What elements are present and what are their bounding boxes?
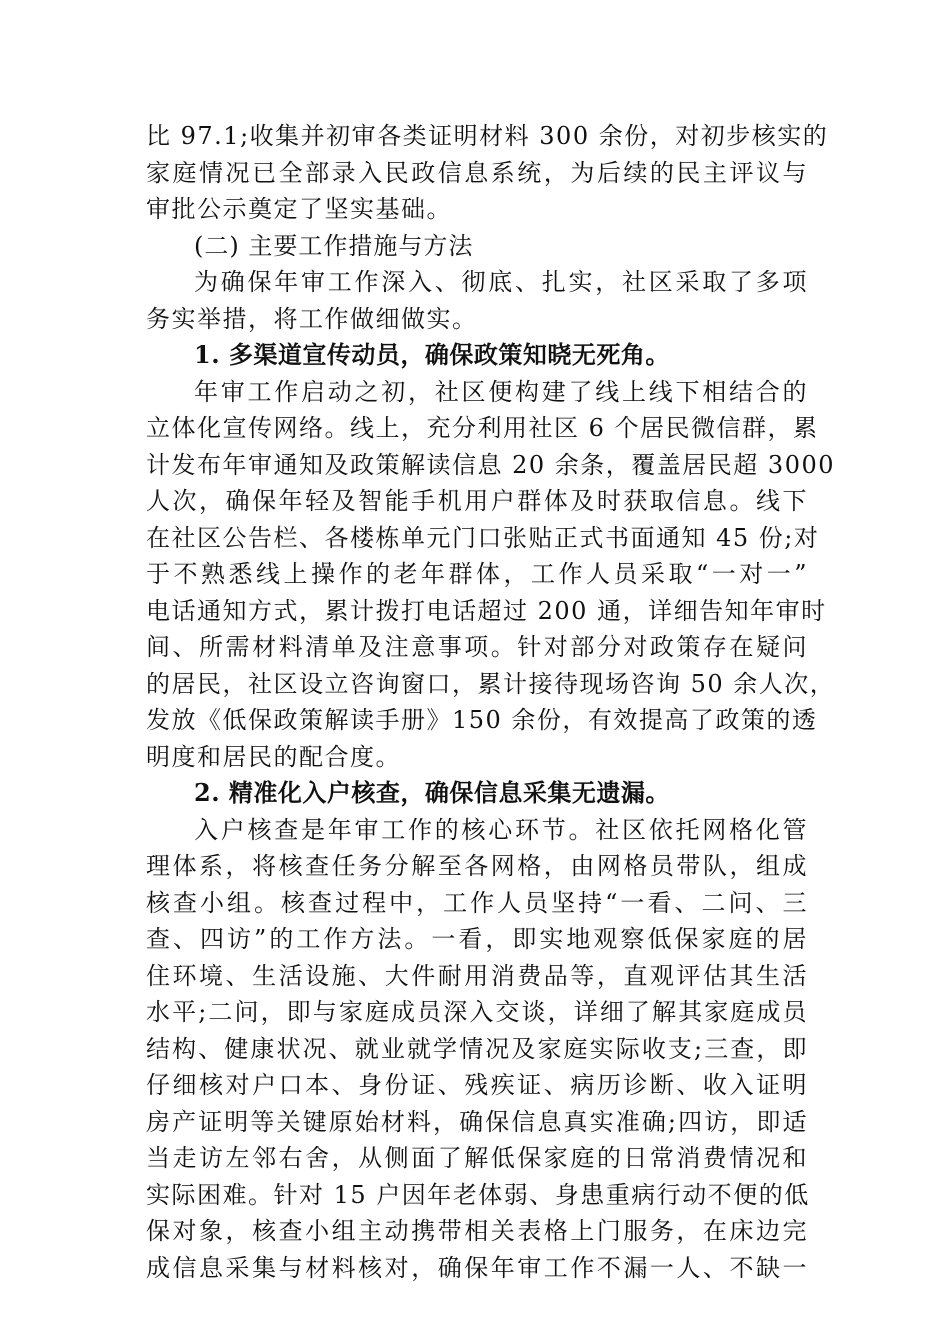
subheading-2: 2. 精准化入户核查，确保信息采集无遗漏。 [194,778,670,807]
paragraph-line: 间、所需材料清单及注意事项。针对部分对政策存在疑问 [146,633,808,661]
paragraph-line: 于不熟悉线上操作的老年群体，工作人员采取“一对一” [146,560,808,588]
paragraph-line: 计发布年审通知及政策解读信息 20 余条，覆盖居民超 3000 [146,450,836,479]
document-page [146,118,836,1286]
paragraph-line: 结构、健康状况、就业就学情况及家庭实际收支;三查，即 [146,1034,808,1063]
paragraph-line: 电话通知方式，累计拨打电话超过 200 通，详细告知年审时 [146,596,827,625]
paragraph-line: 仔细核对户口本、身份证、残疾证、病历诊断、收入证明 [146,1071,808,1099]
paragraph-line: 为确保年审工作深入、彻底、扎实，社区采取了多项 [194,268,808,296]
paragraph-line: 房产证明等关键原始材料，确保信息真实准确;四访，即适 [146,1107,808,1136]
paragraph-line: 发放《低保政策解读手册》150 余份，有效提高了政策的透 [146,706,818,734]
paragraph-line: 在社区公告栏、各楼栋单元门口张贴正式书面通知 45 份;对 [146,523,820,552]
paragraph-line: 审批公示奠定了坚实基础。 [146,195,452,223]
paragraph-line: 保对象，核查小组主动携带相关表格上门服务，在床边完 [146,1217,808,1245]
section-heading: (二) 主要工作措施与方法 [194,231,474,260]
paragraph-line: 的居民，社区设立咨询窗口，累计接待现场咨询 50 余人次， [146,669,836,698]
paragraph-line: 理体系，将核查任务分解至各网格，由网格员带队，组成 [146,852,808,880]
paragraph-line: 成信息采集与材料核对，确保年审工作不漏一人、不缺一 [146,1253,808,1282]
paragraph-line: 年审工作启动之初，社区便构建了线上线下相结合的 [194,377,808,406]
paragraph-line: 住环境、生活设施、大件耐用消费品等，直观评估其生活 [146,961,808,990]
paragraph-line: 入户核查是年审工作的核心环节。社区依托网格化管 [194,815,808,844]
paragraph-line: 核查小组。核查过程中，工作人员坚持“一看、二问、三 [146,888,808,917]
paragraph-line: 查、四访”的工作方法。一看，即实地观察低保家庭的居 [146,925,808,953]
paragraph-line: 家庭情况已全部录入民政信息系统，为后续的民主评议与 [146,158,808,187]
paragraph-line: 立体化宣传网络。线上，充分利用社区 6 个居民微信群，累 [146,414,819,442]
paragraph-line: 人次，确保年轻及智能手机用户群体及时获取信息。线下 [146,487,808,515]
paragraph-line: 当走访左邻右舍，从侧面了解低保家庭的日常消费情况和 [146,1144,808,1172]
paragraph-line: 实际困难。针对 15 户因年老体弱、身患重病行动不便的低 [146,1180,810,1209]
paragraph-line: 水平;二问，即与家庭成员深入交谈，详细了解其家庭成员 [146,998,808,1026]
paragraph-line: 明度和居民的配合度。 [146,742,401,771]
paragraph-line: 比 97.1;收集并初审各类证明材料 300 余份，对初步核实的 [146,122,829,150]
paragraph-line: 务实举措，将工作做细做实。 [146,304,478,333]
subheading-1: 1. 多渠道宣传动员，确保政策知晓无死角。 [194,340,670,369]
